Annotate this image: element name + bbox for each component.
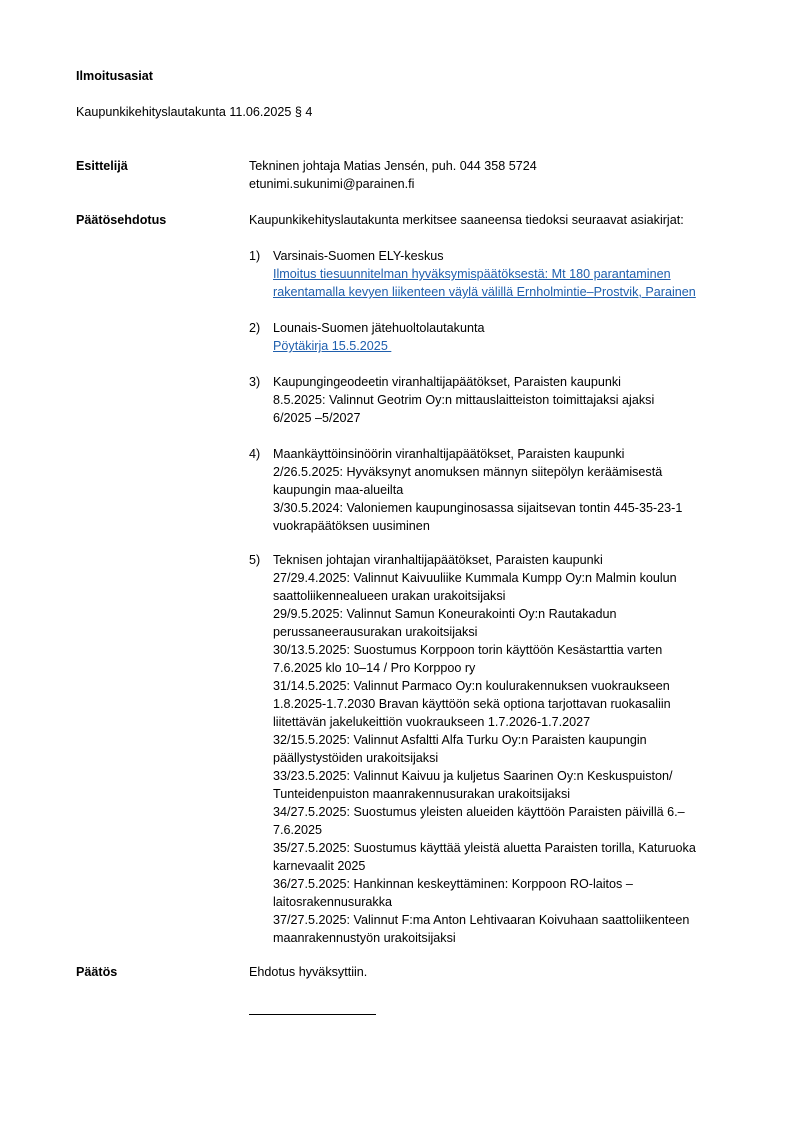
decision-line: 27/29.4.2025: Valinnut Kaivuuliike Kummala Kumpp Oy:n Malmin koulun: [273, 571, 677, 585]
decision-line: saattoliikennealueen urakan urakoitsijaksi: [273, 589, 506, 603]
decision-line: 7.6.2025 klo 10–14 / Pro Korppoo ry: [273, 661, 476, 675]
item-title: Maankäyttöinsinöörin viranhaltijapäätökset, Paraisten kaupunki: [273, 447, 625, 461]
decision-line: 6/2025 –5/2027: [273, 411, 361, 425]
decision-line: 31/14.5.2025: Valinnut Parmaco Oy:n koulurakennuksen vuokraukseen: [273, 679, 670, 693]
decision-line: liitettävän jakelukeittiön vuokraukseen 1.7.2026-1.7.2027: [273, 715, 591, 729]
presenter-info: [249, 157, 739, 193]
decision-line: 35/27.5.2025: Suostumus käyttää yleistä aluetta Paraisten torilla, Katuruoka: [273, 841, 696, 855]
decision-line: 36/27.5.2025: Hankinnan keskeyttäminen: Korppoon RO-laitos –: [273, 877, 633, 891]
presenter-name-phone: Tekninen johtaja Matias Jensén, puh. 044 358 5724: [249, 159, 537, 173]
decision-line: karnevaalit 2025: [273, 859, 366, 873]
item-number: 1): [249, 249, 261, 263]
item-body: [273, 551, 739, 947]
decision-line: 37/27.5.2025: Valinnut F:ma Anton Lehtivaaran Koivuhaan saattoliikenteen: [273, 913, 690, 927]
presenter-label: Esittelijä: [76, 159, 128, 173]
item-title: Kaupungingeodeetin viranhaltijapäätökset, Paraisten kaupunki: [273, 375, 621, 389]
meeting-reference: Kaupunkikehityslautakunta 11.06.2025 § 4: [76, 105, 313, 119]
decision-line: 32/15.5.2025: Valinnut Asfaltti Alfa Turku Oy:n Paraisten kaupungin: [273, 733, 647, 747]
decision-line: Tunteidenpuiston maanrakennusurakan urakoitsijaksi: [273, 787, 571, 801]
decision-line: 29/9.5.2025: Valinnut Samun Koneurakointi Oy:n Rautakadun: [273, 607, 617, 621]
item-body: [273, 445, 739, 535]
item-body: [273, 373, 739, 427]
decision-line: perussaneerausurakan urakoitsijaksi: [273, 625, 478, 639]
decision-line: 34/27.5.2025: Suostumus yleisten alueiden käyttöön Paraisten päivillä 6.–: [273, 805, 685, 819]
decision-line: 33/23.5.2025: Valinnut Kaivuu ja kuljetus Saarinen Oy:n Keskuspuiston/: [273, 769, 673, 783]
proposal-label: Päätösehdotus: [76, 213, 167, 227]
decision-line: laitosrakennusurakka: [273, 895, 393, 909]
proposal-intro: Kaupunkikehityslautakunta merkitsee saaneensa tiedoksi seuraavat asiakirjat:: [249, 213, 684, 227]
document-link[interactable]: Ilmoitus tiesuunnitelman hyväksymispäätöksestä: Mt 180 parantaminen: [273, 267, 671, 281]
decision-line: kaupungin maa-alueilta: [273, 483, 404, 497]
item-body: [273, 247, 739, 301]
decision-text: Ehdotus hyväksyttiin.: [249, 965, 368, 979]
item-body: [273, 319, 739, 355]
decision-line: 7.6.2025: [273, 823, 323, 837]
item-number: 2): [249, 321, 261, 335]
document-link[interactable]: Pöytäkirja 15.5.2025: [273, 339, 392, 353]
decision-line: maanrakennustyön urakoitsijaksi: [273, 931, 456, 945]
document-link[interactable]: rakentamalla kevyen liikenteen väylä välillä Ernholmintie–Prostvik, Parainen: [273, 285, 696, 299]
decision-line: 30/13.5.2025: Suostumus Korppoon torin käyttöön Kesästarttia varten: [273, 643, 663, 657]
decision-label: Päätös: [76, 965, 118, 979]
presenter-email: etunimi.sukunimi@parainen.fi: [249, 177, 415, 191]
decision-line: vuokrapäätöksen uusiminen: [273, 519, 430, 533]
closing-rule: [249, 1014, 376, 1015]
item-title: Teknisen johtajan viranhaltijapäätökset, Paraisten kaupunki: [273, 553, 603, 567]
decision-line: 3/30.5.2024: Valoniemen kaupunginosassa sijaitsevan tontin 445-35-23-1: [273, 501, 683, 515]
item-number: 5): [249, 553, 261, 567]
document-heading: Ilmoitusasiat: [76, 69, 153, 83]
item-title: Varsinais-Suomen ELY-keskus: [273, 249, 444, 263]
decision-line: 2/26.5.2025: Hyväksynyt anomuksen männyn siitepölyn keräämisestä: [273, 465, 663, 479]
decision-line: 8.5.2025: Valinnut Geotrim Oy:n mittauslaitteiston toimittajaksi ajaksi: [273, 393, 655, 407]
decision-line: 1.8.2025-1.7.2030 Bravan käyttöön sekä optiona tarjottavan ruokasaliin: [273, 697, 671, 711]
item-number: 3): [249, 375, 261, 389]
item-title: Lounais-Suomen jätehuoltolautakunta: [273, 321, 485, 335]
item-number: 4): [249, 447, 261, 461]
decision-line: päällystystöiden urakoitsijaksi: [273, 751, 439, 765]
